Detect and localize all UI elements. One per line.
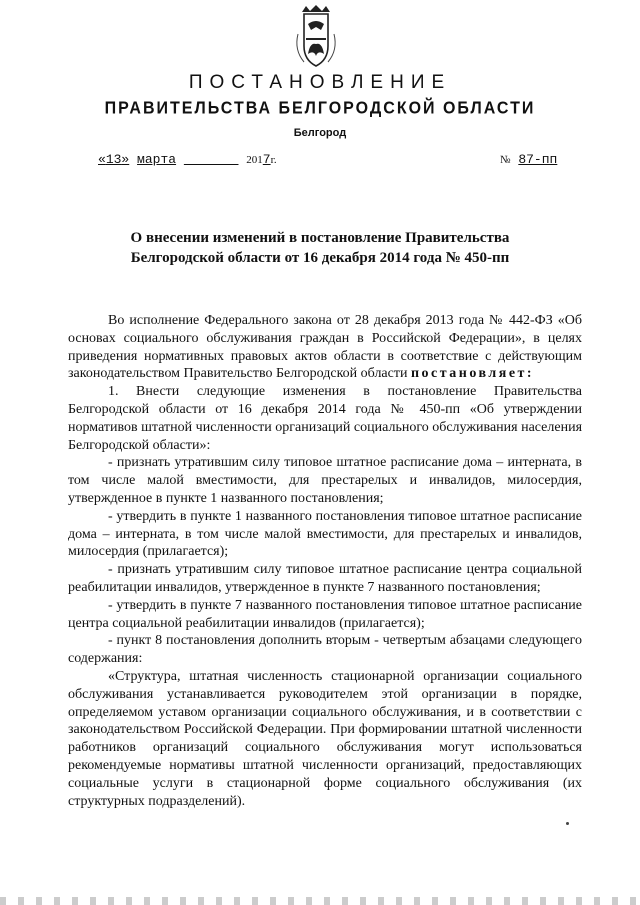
- intro-paragraph: Во исполнение Федерального закона от 28 декабря 2013 года № 442-ФЗ «Об основах социального обслуживания граждан в Российской Федерации», в целях приведения нормативных правовых актов области в соответствие с действующим законодательством Правительство Белгородской области: [68, 313, 582, 382]
- issuing-city: Белгород: [293, 127, 347, 139]
- date-open-quote: «: [98, 152, 106, 167]
- bullet-paragraph-4: - утвердить в пункте 7 названного постановления типовое штатное расписание центра социальной реабилитации инвалидов (прилагается);: [68, 597, 582, 631]
- date-month: марта: [137, 152, 177, 167]
- item-1-paragraph: 1. Внести следующие изменения в постановление Правительства Белгородской области от 16 декабря 2014 года № 450-пп «Об утверждении нормативов штатной численности организаций социального обслуживания населения Белгородской области»:: [68, 384, 583, 453]
- scan-edge-artifact: [0, 897, 640, 905]
- bullet-paragraph-5: - пункт 8 постановления дополнить вторым - четвертым абзацами следующего содержания:: [68, 633, 582, 667]
- number-value: 87-пп: [518, 152, 558, 167]
- document-type-heading: ПОСТАНОВЛЕНИЕ: [188, 72, 452, 93]
- date-year-suffix: г.: [270, 154, 277, 166]
- subject-line-2: Белгородской области от 16 декабря 2014 года № 450-пп: [130, 250, 510, 266]
- date-close-quote: »: [121, 152, 130, 167]
- document-subject: [100, 228, 540, 268]
- number-label: №: [500, 154, 511, 166]
- subject-line-1: О внесении изменений в постановление Правительства: [130, 230, 510, 246]
- bullet-paragraph-3: - признать утратившим силу типовое штатное расписание центра социальной реабилитации инвалидов, утвержденное в пункте 7 названного постановления;: [68, 562, 582, 595]
- quoted-paragraph: «Структура, штатная численность стационарной организации социального обслуживания устанавливается руководителем этой организации в порядке, определяемом уставом организации социального обслуживания, и в соответствии с законодательством Российской Федерации. При формировании штатной численности работников организаций социального обслуживания могут использоваться рекомендуемые нормативы штатной численности организаций, предоставляющих социальные услуги в стационарной форме социального обслуживания (их структурных подразделений).: [68, 668, 582, 809]
- issuing-authority: ПРАВИТЕЛЬСТВА БЕЛГОРОДСКОЙ ОБЛАСТИ: [104, 98, 536, 118]
- belgorod-coat-of-arms-icon: [288, 4, 344, 70]
- bullet-paragraph-2: - утвердить в пункте 1 названного постановления типовое штатное расписание дома – интерната, в том числе малой вместимости, для престарелых и инвалидов, милосердия (прилагается);: [68, 508, 582, 560]
- document-date: [98, 152, 277, 167]
- bullet-paragraph-1: - признать утратившим силу типовое штатное расписание дома – интерната, в том числе малой вместимости, для престарелых и инвалидов, милосердия, утвержденное в пункте 1 названного постановления;: [68, 455, 582, 506]
- date-day: 13: [105, 152, 122, 167]
- document-number: [500, 152, 557, 167]
- scan-artifact: [566, 822, 569, 825]
- document-body: [68, 312, 582, 810]
- date-year-prefix: 201: [246, 154, 263, 166]
- date-year-digit: 7: [262, 152, 271, 167]
- resolves-keyword: постановляет:: [410, 366, 535, 382]
